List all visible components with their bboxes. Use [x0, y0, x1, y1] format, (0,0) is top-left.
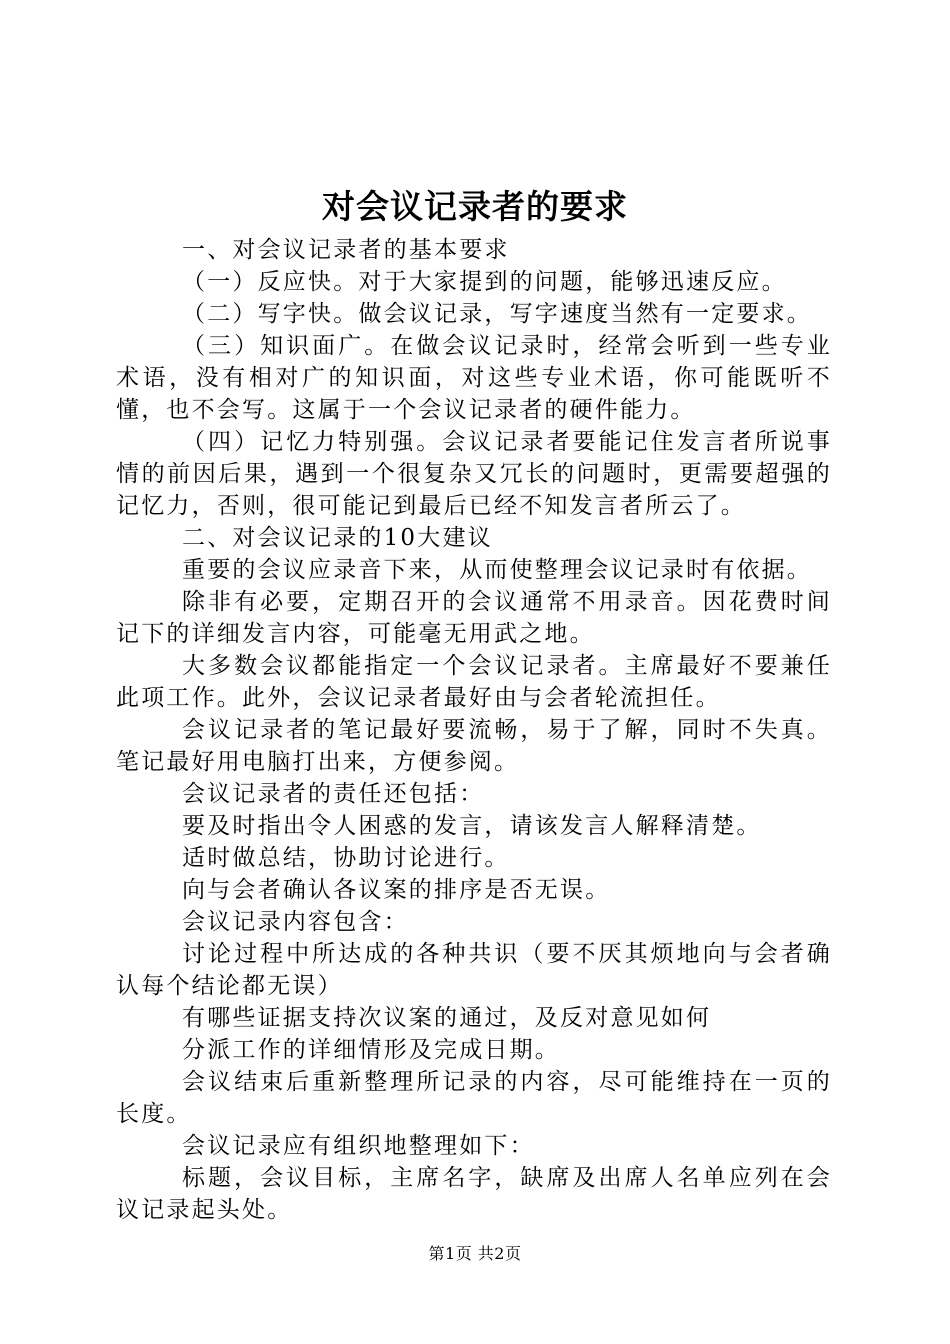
paragraph: 重要的会议应录音下来，从而使整理会议记录时有依据。: [182, 557, 812, 583]
paragraph: 标题，会议目标，主席名字，缺席及出席人名单应列在会议记录起头处。: [116, 1165, 832, 1223]
page-footer: 第1页 共2页: [428, 1244, 522, 1263]
paragraph: 会议结束后重新整理所记录的内容，尽可能维持在一页的长度。: [116, 1069, 832, 1127]
paragraph: 向与会者确认各议案的排序是否无误。: [182, 877, 611, 903]
paragraph: 会议记录应有组织地整理如下：: [182, 1133, 535, 1159]
paragraph: 分派工作的详细情形及完成日期。: [182, 1037, 560, 1063]
paragraph: 有哪些证据支持次议案的通过，及反对意见如何: [182, 1005, 712, 1031]
document-body: [116, 234, 832, 1226]
paragraph: 除非有必要，定期召开的会议通常不用录音。因花费时间记下的详细发言内容，可能毫无用武之地。: [116, 589, 832, 647]
paragraph: （一）反应快。对于大家提到的问题，能够迅速反应。: [182, 269, 787, 295]
paragraph: 要及时指出令人困惑的发言，请该发言人解释清楚。: [182, 813, 762, 839]
paragraph: 会议记录者的责任还包括：: [182, 781, 485, 807]
paragraph: 讨论过程中所达成的各种共识（要不厌其烦地向与会者确认每个结论都无误）: [116, 941, 832, 999]
paragraph: 会议记录者的笔记最好要流畅，易于了解，同时不失真。笔记最好用电脑打出来，方便参阅。: [116, 717, 832, 775]
page-title: 对会议记录者的要求: [322, 187, 628, 226]
paragraph: （二）写字快。做会议记录，写字速度当然有一定要求。: [182, 301, 812, 327]
paragraph: 会议记录内容包含：: [182, 909, 409, 935]
paragraph: （四）记忆力特别强。会议记录者要能记住发言者所说事情的前因后果，遇到一个很复杂又冗长的问题时，更需要超强的记忆力，否则，很可能记到最后已经不知发言者所云了。: [116, 429, 832, 519]
paragraph: 适时做总结，协助讨论进行。: [182, 845, 510, 871]
section-heading-2: 二、对会议记录的10大建议: [182, 525, 493, 551]
section-heading-1: 一、对会议记录者的基本要求: [182, 237, 510, 263]
paragraph: （三）知识面广。在做会议记录时，经常会听到一些专业术语，没有相对广的知识面，对这些专业术语，你可能既听不懂，也不会写。这属于一个会议记录者的硬件能力。: [116, 333, 832, 423]
paragraph: 大多数会议都能指定一个会议记录者。主席最好不要兼任此项工作。此外，会议记录者最好由与会者轮流担任。: [116, 653, 832, 711]
